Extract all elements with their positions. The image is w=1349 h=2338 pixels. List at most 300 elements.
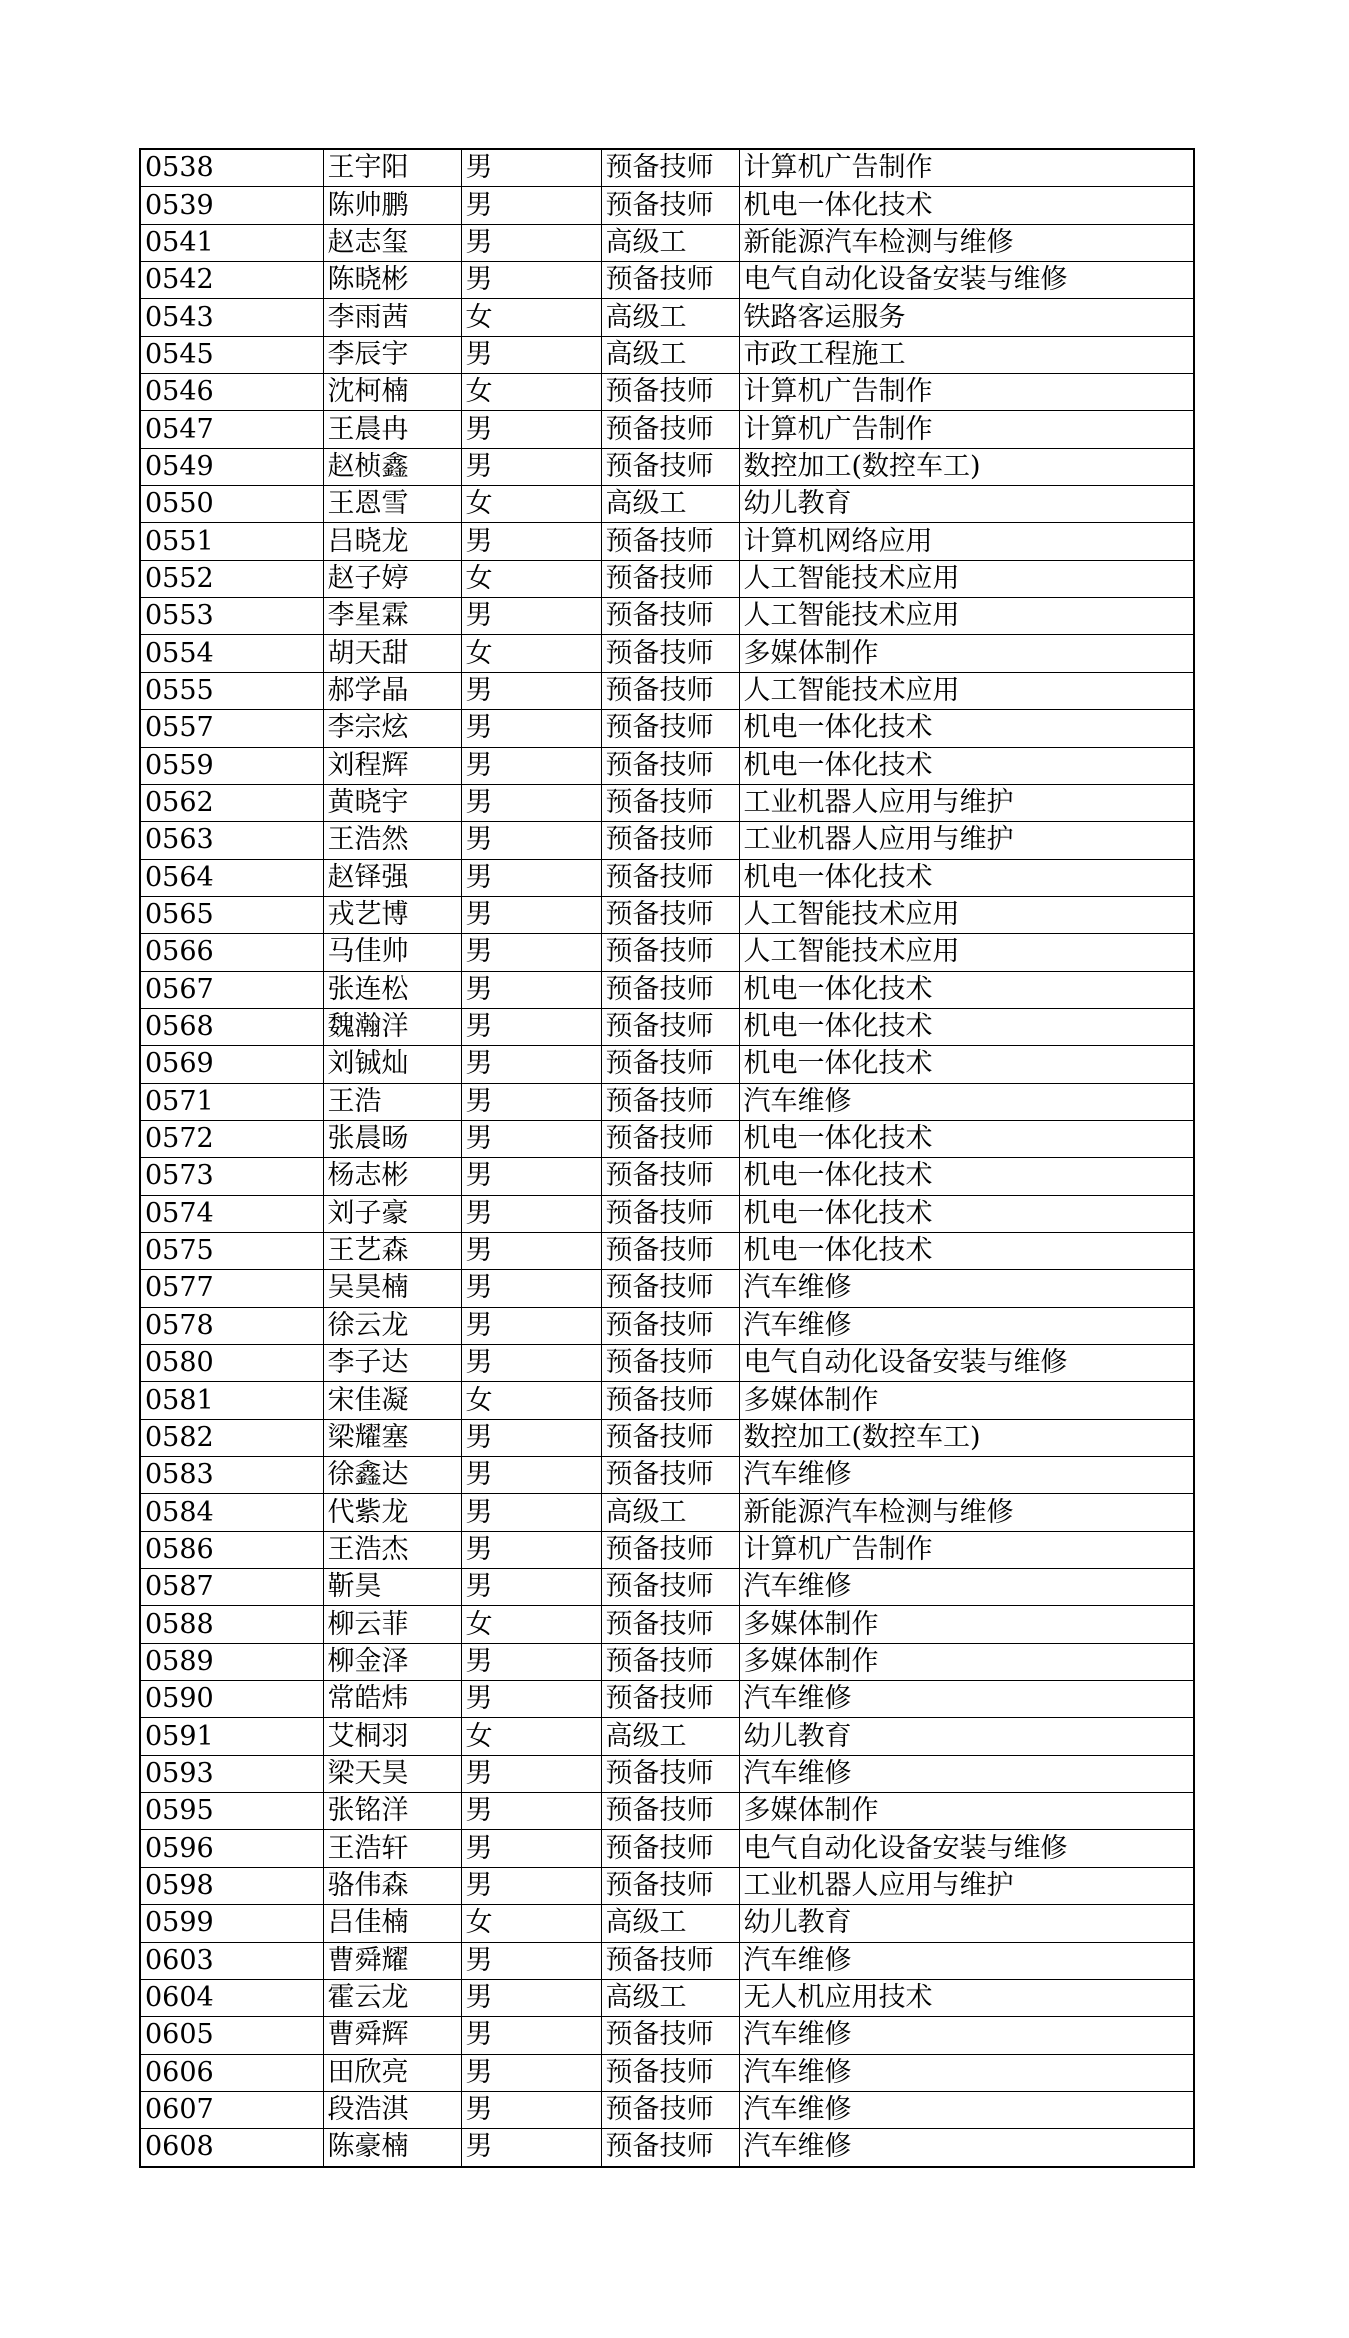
table-row bbox=[140, 262, 1194, 299]
student-id-cell: 0604 bbox=[140, 1979, 323, 2016]
table-row bbox=[140, 1046, 1194, 1083]
student-id-cell: 0566 bbox=[140, 934, 323, 971]
skill-level-cell: 预备技师 bbox=[601, 1830, 739, 1867]
major-cell: 汽车维修 bbox=[739, 1457, 1194, 1494]
student-name-cell: 霍云龙 bbox=[323, 1979, 461, 2016]
gender-cell: 男 bbox=[461, 2091, 601, 2128]
student-name-cell: 胡天甜 bbox=[323, 635, 461, 672]
major-cell: 汽车维修 bbox=[739, 1307, 1194, 1344]
major-cell: 电气自动化设备安装与维修 bbox=[739, 262, 1194, 299]
skill-level-cell: 预备技师 bbox=[601, 934, 739, 971]
table-row bbox=[140, 1569, 1194, 1606]
student-name-cell: 柳金泽 bbox=[323, 1643, 461, 1680]
gender-cell: 男 bbox=[461, 224, 601, 261]
skill-level-cell: 预备技师 bbox=[601, 896, 739, 933]
table-row bbox=[140, 448, 1194, 485]
skill-level-cell: 预备技师 bbox=[601, 560, 739, 597]
table-row bbox=[140, 1494, 1194, 1531]
student-name-cell: 徐鑫达 bbox=[323, 1457, 461, 1494]
table-row bbox=[140, 1195, 1194, 1232]
table-row bbox=[140, 411, 1194, 448]
skill-level-cell: 预备技师 bbox=[601, 1307, 739, 1344]
major-cell: 机电一体化技术 bbox=[739, 1046, 1194, 1083]
table-row bbox=[140, 1120, 1194, 1157]
student-id-cell: 0606 bbox=[140, 2054, 323, 2091]
skill-level-cell: 预备技师 bbox=[601, 635, 739, 672]
student-id-cell: 0557 bbox=[140, 710, 323, 747]
major-cell: 人工智能技术应用 bbox=[739, 598, 1194, 635]
table-row bbox=[140, 374, 1194, 411]
gender-cell: 男 bbox=[461, 1681, 601, 1718]
major-cell: 幼儿教育 bbox=[739, 1905, 1194, 1942]
table-row bbox=[140, 187, 1194, 224]
skill-level-cell: 预备技师 bbox=[601, 1158, 739, 1195]
gender-cell: 男 bbox=[461, 1755, 601, 1792]
skill-level-cell: 预备技师 bbox=[601, 1008, 739, 1045]
student-id-cell: 0538 bbox=[140, 149, 323, 187]
table-row bbox=[140, 2091, 1194, 2128]
student-id-cell: 0581 bbox=[140, 1382, 323, 1419]
student-id-cell: 0552 bbox=[140, 560, 323, 597]
table-row bbox=[140, 1979, 1194, 2016]
roster-table bbox=[139, 148, 1195, 2168]
gender-cell: 男 bbox=[461, 2129, 601, 2167]
student-name-cell: 陈帅鹏 bbox=[323, 187, 461, 224]
gender-cell: 女 bbox=[461, 299, 601, 336]
skill-level-cell: 预备技师 bbox=[601, 1531, 739, 1568]
student-name-cell: 常皓炜 bbox=[323, 1681, 461, 1718]
major-cell: 汽车维修 bbox=[739, 1755, 1194, 1792]
skill-level-cell: 预备技师 bbox=[601, 1195, 739, 1232]
major-cell: 市政工程施工 bbox=[739, 336, 1194, 373]
student-name-cell: 李宗炫 bbox=[323, 710, 461, 747]
student-name-cell: 刘子豪 bbox=[323, 1195, 461, 1232]
student-name-cell: 李子达 bbox=[323, 1345, 461, 1382]
table-row bbox=[140, 1755, 1194, 1792]
student-name-cell: 梁天昊 bbox=[323, 1755, 461, 1792]
student-id-cell: 0593 bbox=[140, 1755, 323, 1792]
skill-level-cell: 预备技师 bbox=[601, 784, 739, 821]
student-name-cell: 宋佳凝 bbox=[323, 1382, 461, 1419]
student-id-cell: 0562 bbox=[140, 784, 323, 821]
skill-level-cell: 预备技师 bbox=[601, 1345, 739, 1382]
student-name-cell: 曹舜耀 bbox=[323, 1942, 461, 1979]
major-cell: 新能源汽车检测与维修 bbox=[739, 1494, 1194, 1531]
gender-cell: 男 bbox=[461, 747, 601, 784]
table-row bbox=[140, 523, 1194, 560]
student-id-cell: 0539 bbox=[140, 187, 323, 224]
gender-cell: 男 bbox=[461, 1270, 601, 1307]
table-row bbox=[140, 784, 1194, 821]
major-cell: 机电一体化技术 bbox=[739, 747, 1194, 784]
skill-level-cell: 预备技师 bbox=[601, 1793, 739, 1830]
gender-cell: 女 bbox=[461, 635, 601, 672]
student-id-cell: 0564 bbox=[140, 859, 323, 896]
major-cell: 机电一体化技术 bbox=[739, 187, 1194, 224]
student-name-cell: 段浩淇 bbox=[323, 2091, 461, 2128]
major-cell: 幼儿教育 bbox=[739, 1718, 1194, 1755]
major-cell: 汽车维修 bbox=[739, 1942, 1194, 1979]
table-row bbox=[140, 1793, 1194, 1830]
student-id-cell: 0541 bbox=[140, 224, 323, 261]
skill-level-cell: 高级工 bbox=[601, 1718, 739, 1755]
student-id-cell: 0578 bbox=[140, 1307, 323, 1344]
student-id-cell: 0549 bbox=[140, 448, 323, 485]
gender-cell: 男 bbox=[461, 1232, 601, 1269]
student-id-cell: 0563 bbox=[140, 822, 323, 859]
major-cell: 机电一体化技术 bbox=[739, 1008, 1194, 1045]
major-cell: 计算机广告制作 bbox=[739, 1531, 1194, 1568]
table-row bbox=[140, 859, 1194, 896]
student-name-cell: 杨志彬 bbox=[323, 1158, 461, 1195]
student-name-cell: 李雨茜 bbox=[323, 299, 461, 336]
gender-cell: 男 bbox=[461, 1195, 601, 1232]
student-id-cell: 0595 bbox=[140, 1793, 323, 1830]
major-cell: 计算机广告制作 bbox=[739, 149, 1194, 187]
student-id-cell: 0603 bbox=[140, 1942, 323, 1979]
skill-level-cell: 预备技师 bbox=[601, 1457, 739, 1494]
table-row bbox=[140, 1382, 1194, 1419]
skill-level-cell: 预备技师 bbox=[601, 1569, 739, 1606]
student-id-cell: 0554 bbox=[140, 635, 323, 672]
student-name-cell: 赵铎强 bbox=[323, 859, 461, 896]
table-row bbox=[140, 1905, 1194, 1942]
table-row bbox=[140, 1008, 1194, 1045]
student-name-cell: 王艺森 bbox=[323, 1232, 461, 1269]
gender-cell: 男 bbox=[461, 1643, 601, 1680]
gender-cell: 男 bbox=[461, 598, 601, 635]
student-id-cell: 0567 bbox=[140, 971, 323, 1008]
gender-cell: 男 bbox=[461, 822, 601, 859]
skill-level-cell: 预备技师 bbox=[601, 1643, 739, 1680]
student-name-cell: 王浩杰 bbox=[323, 1531, 461, 1568]
student-id-cell: 0573 bbox=[140, 1158, 323, 1195]
major-cell: 机电一体化技术 bbox=[739, 710, 1194, 747]
gender-cell: 男 bbox=[461, 187, 601, 224]
student-name-cell: 王浩轩 bbox=[323, 1830, 461, 1867]
gender-cell: 男 bbox=[461, 1942, 601, 1979]
student-name-cell: 王晨冉 bbox=[323, 411, 461, 448]
student-name-cell: 徐云龙 bbox=[323, 1307, 461, 1344]
major-cell: 计算机广告制作 bbox=[739, 411, 1194, 448]
major-cell: 人工智能技术应用 bbox=[739, 560, 1194, 597]
gender-cell: 男 bbox=[461, 1083, 601, 1120]
student-name-cell: 田欣亮 bbox=[323, 2054, 461, 2091]
gender-cell: 男 bbox=[461, 149, 601, 187]
major-cell: 多媒体制作 bbox=[739, 1793, 1194, 1830]
skill-level-cell: 预备技师 bbox=[601, 822, 739, 859]
student-name-cell: 李星霖 bbox=[323, 598, 461, 635]
major-cell: 机电一体化技术 bbox=[739, 1120, 1194, 1157]
major-cell: 电气自动化设备安装与维修 bbox=[739, 1830, 1194, 1867]
gender-cell: 男 bbox=[461, 1120, 601, 1157]
student-name-cell: 赵子婷 bbox=[323, 560, 461, 597]
roster-table-body bbox=[140, 149, 1194, 2167]
skill-level-cell: 预备技师 bbox=[601, 1867, 739, 1904]
table-row bbox=[140, 971, 1194, 1008]
skill-level-cell: 预备技师 bbox=[601, 262, 739, 299]
skill-level-cell: 高级工 bbox=[601, 1494, 739, 1531]
student-id-cell: 0545 bbox=[140, 336, 323, 373]
skill-level-cell: 预备技师 bbox=[601, 374, 739, 411]
major-cell: 汽车维修 bbox=[739, 1569, 1194, 1606]
table-row bbox=[140, 1942, 1194, 1979]
skill-level-cell: 预备技师 bbox=[601, 1083, 739, 1120]
gender-cell: 女 bbox=[461, 1718, 601, 1755]
major-cell: 工业机器人应用与维护 bbox=[739, 784, 1194, 821]
table-row bbox=[140, 1606, 1194, 1643]
gender-cell: 男 bbox=[461, 2054, 601, 2091]
student-id-cell: 0580 bbox=[140, 1345, 323, 1382]
student-name-cell: 赵志玺 bbox=[323, 224, 461, 261]
student-id-cell: 0599 bbox=[140, 1905, 323, 1942]
table-row bbox=[140, 2054, 1194, 2091]
table-row bbox=[140, 299, 1194, 336]
major-cell: 汽车维修 bbox=[739, 2017, 1194, 2054]
gender-cell: 男 bbox=[461, 859, 601, 896]
major-cell: 机电一体化技术 bbox=[739, 859, 1194, 896]
table-row bbox=[140, 2129, 1194, 2167]
table-row bbox=[140, 1158, 1194, 1195]
major-cell: 汽车维修 bbox=[739, 1083, 1194, 1120]
gender-cell: 男 bbox=[461, 523, 601, 560]
skill-level-cell: 预备技师 bbox=[601, 1382, 739, 1419]
student-name-cell: 陈晓彬 bbox=[323, 262, 461, 299]
student-id-cell: 0559 bbox=[140, 747, 323, 784]
student-name-cell: 戎艺博 bbox=[323, 896, 461, 933]
skill-level-cell: 预备技师 bbox=[601, 1232, 739, 1269]
skill-level-cell: 预备技师 bbox=[601, 598, 739, 635]
gender-cell: 男 bbox=[461, 1419, 601, 1456]
table-row bbox=[140, 1830, 1194, 1867]
skill-level-cell: 预备技师 bbox=[601, 1681, 739, 1718]
major-cell: 计算机广告制作 bbox=[739, 374, 1194, 411]
student-name-cell: 沈柯楠 bbox=[323, 374, 461, 411]
student-id-cell: 0569 bbox=[140, 1046, 323, 1083]
student-id-cell: 0571 bbox=[140, 1083, 323, 1120]
skill-level-cell: 预备技师 bbox=[601, 747, 739, 784]
table-row bbox=[140, 710, 1194, 747]
skill-level-cell: 预备技师 bbox=[601, 1755, 739, 1792]
major-cell: 工业机器人应用与维护 bbox=[739, 822, 1194, 859]
gender-cell: 男 bbox=[461, 1008, 601, 1045]
table-row bbox=[140, 896, 1194, 933]
gender-cell: 男 bbox=[461, 1345, 601, 1382]
student-id-cell: 0550 bbox=[140, 486, 323, 523]
skill-level-cell: 预备技师 bbox=[601, 448, 739, 485]
major-cell: 汽车维修 bbox=[739, 1681, 1194, 1718]
gender-cell: 男 bbox=[461, 1867, 601, 1904]
student-id-cell: 0605 bbox=[140, 2017, 323, 2054]
gender-cell: 男 bbox=[461, 411, 601, 448]
gender-cell: 女 bbox=[461, 1905, 601, 1942]
skill-level-cell: 预备技师 bbox=[601, 1120, 739, 1157]
student-id-cell: 0568 bbox=[140, 1008, 323, 1045]
student-name-cell: 郝学晶 bbox=[323, 672, 461, 709]
student-id-cell: 0598 bbox=[140, 1867, 323, 1904]
gender-cell: 男 bbox=[461, 1830, 601, 1867]
student-name-cell: 吕晓龙 bbox=[323, 523, 461, 560]
student-id-cell: 0582 bbox=[140, 1419, 323, 1456]
major-cell: 机电一体化技术 bbox=[739, 1158, 1194, 1195]
skill-level-cell: 预备技师 bbox=[601, 1942, 739, 1979]
skill-level-cell: 预备技师 bbox=[601, 411, 739, 448]
gender-cell: 男 bbox=[461, 1793, 601, 1830]
student-id-cell: 0587 bbox=[140, 1569, 323, 1606]
student-id-cell: 0565 bbox=[140, 896, 323, 933]
student-name-cell: 李辰宇 bbox=[323, 336, 461, 373]
gender-cell: 男 bbox=[461, 1158, 601, 1195]
major-cell: 汽车维修 bbox=[739, 1270, 1194, 1307]
student-id-cell: 0553 bbox=[140, 598, 323, 635]
gender-cell: 男 bbox=[461, 336, 601, 373]
skill-level-cell: 预备技师 bbox=[601, 2091, 739, 2128]
table-row bbox=[140, 1681, 1194, 1718]
gender-cell: 男 bbox=[461, 448, 601, 485]
table-row bbox=[140, 1867, 1194, 1904]
gender-cell: 女 bbox=[461, 1606, 601, 1643]
student-name-cell: 魏瀚洋 bbox=[323, 1008, 461, 1045]
gender-cell: 男 bbox=[461, 971, 601, 1008]
gender-cell: 男 bbox=[461, 710, 601, 747]
table-row bbox=[140, 1457, 1194, 1494]
skill-level-cell: 预备技师 bbox=[601, 1419, 739, 1456]
student-name-cell: 张连松 bbox=[323, 971, 461, 1008]
skill-level-cell: 预备技师 bbox=[601, 859, 739, 896]
skill-level-cell: 预备技师 bbox=[601, 187, 739, 224]
gender-cell: 男 bbox=[461, 934, 601, 971]
major-cell: 汽车维修 bbox=[739, 2129, 1194, 2167]
student-name-cell: 马佳帅 bbox=[323, 934, 461, 971]
major-cell: 人工智能技术应用 bbox=[739, 896, 1194, 933]
student-name-cell: 张晨旸 bbox=[323, 1120, 461, 1157]
gender-cell: 男 bbox=[461, 1979, 601, 2016]
major-cell: 数控加工(数控车工) bbox=[739, 448, 1194, 485]
table-row bbox=[140, 598, 1194, 635]
major-cell: 数控加工(数控车工) bbox=[739, 1419, 1194, 1456]
student-name-cell: 吕佳楠 bbox=[323, 1905, 461, 1942]
skill-level-cell: 预备技师 bbox=[601, 971, 739, 1008]
skill-level-cell: 高级工 bbox=[601, 224, 739, 261]
student-name-cell: 吴昊楠 bbox=[323, 1270, 461, 1307]
skill-level-cell: 高级工 bbox=[601, 1905, 739, 1942]
table-row bbox=[140, 336, 1194, 373]
major-cell: 多媒体制作 bbox=[739, 1382, 1194, 1419]
table-row bbox=[140, 560, 1194, 597]
gender-cell: 男 bbox=[461, 672, 601, 709]
table-row bbox=[140, 822, 1194, 859]
student-id-cell: 0577 bbox=[140, 1270, 323, 1307]
table-row bbox=[140, 1718, 1194, 1755]
major-cell: 汽车维修 bbox=[739, 2091, 1194, 2128]
table-row bbox=[140, 1531, 1194, 1568]
student-name-cell: 黄晓宇 bbox=[323, 784, 461, 821]
student-id-cell: 0551 bbox=[140, 523, 323, 560]
major-cell: 人工智能技术应用 bbox=[739, 672, 1194, 709]
gender-cell: 女 bbox=[461, 486, 601, 523]
student-id-cell: 0589 bbox=[140, 1643, 323, 1680]
skill-level-cell: 预备技师 bbox=[601, 1606, 739, 1643]
student-name-cell: 陈豪楠 bbox=[323, 2129, 461, 2167]
table-row bbox=[140, 2017, 1194, 2054]
table-row bbox=[140, 1232, 1194, 1269]
major-cell: 多媒体制作 bbox=[739, 1643, 1194, 1680]
major-cell: 电气自动化设备安装与维修 bbox=[739, 1345, 1194, 1382]
student-name-cell: 靳昊 bbox=[323, 1569, 461, 1606]
table-row bbox=[140, 149, 1194, 187]
skill-level-cell: 预备技师 bbox=[601, 1270, 739, 1307]
table-row bbox=[140, 635, 1194, 672]
student-name-cell: 张铭洋 bbox=[323, 1793, 461, 1830]
skill-level-cell: 高级工 bbox=[601, 336, 739, 373]
table-row bbox=[140, 1345, 1194, 1382]
skill-level-cell: 预备技师 bbox=[601, 2129, 739, 2167]
skill-level-cell: 高级工 bbox=[601, 486, 739, 523]
gender-cell: 男 bbox=[461, 1457, 601, 1494]
gender-cell: 女 bbox=[461, 560, 601, 597]
table-row bbox=[140, 224, 1194, 261]
major-cell: 多媒体制作 bbox=[739, 1606, 1194, 1643]
student-name-cell: 骆伟森 bbox=[323, 1867, 461, 1904]
gender-cell: 男 bbox=[461, 262, 601, 299]
student-id-cell: 0586 bbox=[140, 1531, 323, 1568]
student-id-cell: 0596 bbox=[140, 1830, 323, 1867]
student-id-cell: 0546 bbox=[140, 374, 323, 411]
table-row bbox=[140, 672, 1194, 709]
major-cell: 无人机应用技术 bbox=[739, 1979, 1194, 2016]
table-row bbox=[140, 747, 1194, 784]
table-row bbox=[140, 486, 1194, 523]
student-name-cell: 柳云菲 bbox=[323, 1606, 461, 1643]
student-name-cell: 王浩 bbox=[323, 1083, 461, 1120]
student-id-cell: 0574 bbox=[140, 1195, 323, 1232]
gender-cell: 男 bbox=[461, 784, 601, 821]
student-id-cell: 0543 bbox=[140, 299, 323, 336]
student-id-cell: 0555 bbox=[140, 672, 323, 709]
student-name-cell: 代紫龙 bbox=[323, 1494, 461, 1531]
student-name-cell: 刘程辉 bbox=[323, 747, 461, 784]
major-cell: 工业机器人应用与维护 bbox=[739, 1867, 1194, 1904]
gender-cell: 男 bbox=[461, 1569, 601, 1606]
skill-level-cell: 预备技师 bbox=[601, 710, 739, 747]
student-id-cell: 0547 bbox=[140, 411, 323, 448]
skill-level-cell: 高级工 bbox=[601, 299, 739, 336]
major-cell: 机电一体化技术 bbox=[739, 971, 1194, 1008]
student-name-cell: 艾桐羽 bbox=[323, 1718, 461, 1755]
major-cell: 机电一体化技术 bbox=[739, 1195, 1194, 1232]
gender-cell: 男 bbox=[461, 1046, 601, 1083]
table-row bbox=[140, 1419, 1194, 1456]
student-id-cell: 0575 bbox=[140, 1232, 323, 1269]
student-id-cell: 0590 bbox=[140, 1681, 323, 1718]
table-row bbox=[140, 1307, 1194, 1344]
student-name-cell: 曹舜辉 bbox=[323, 2017, 461, 2054]
gender-cell: 女 bbox=[461, 374, 601, 411]
major-cell: 铁路客运服务 bbox=[739, 299, 1194, 336]
major-cell: 多媒体制作 bbox=[739, 635, 1194, 672]
student-id-cell: 0584 bbox=[140, 1494, 323, 1531]
gender-cell: 男 bbox=[461, 1494, 601, 1531]
student-name-cell: 梁耀塞 bbox=[323, 1419, 461, 1456]
student-id-cell: 0607 bbox=[140, 2091, 323, 2128]
student-name-cell: 王恩雪 bbox=[323, 486, 461, 523]
skill-level-cell: 高级工 bbox=[601, 1979, 739, 2016]
student-id-cell: 0542 bbox=[140, 262, 323, 299]
major-cell: 幼儿教育 bbox=[739, 486, 1194, 523]
student-id-cell: 0591 bbox=[140, 1718, 323, 1755]
student-name-cell: 王浩然 bbox=[323, 822, 461, 859]
gender-cell: 男 bbox=[461, 1531, 601, 1568]
